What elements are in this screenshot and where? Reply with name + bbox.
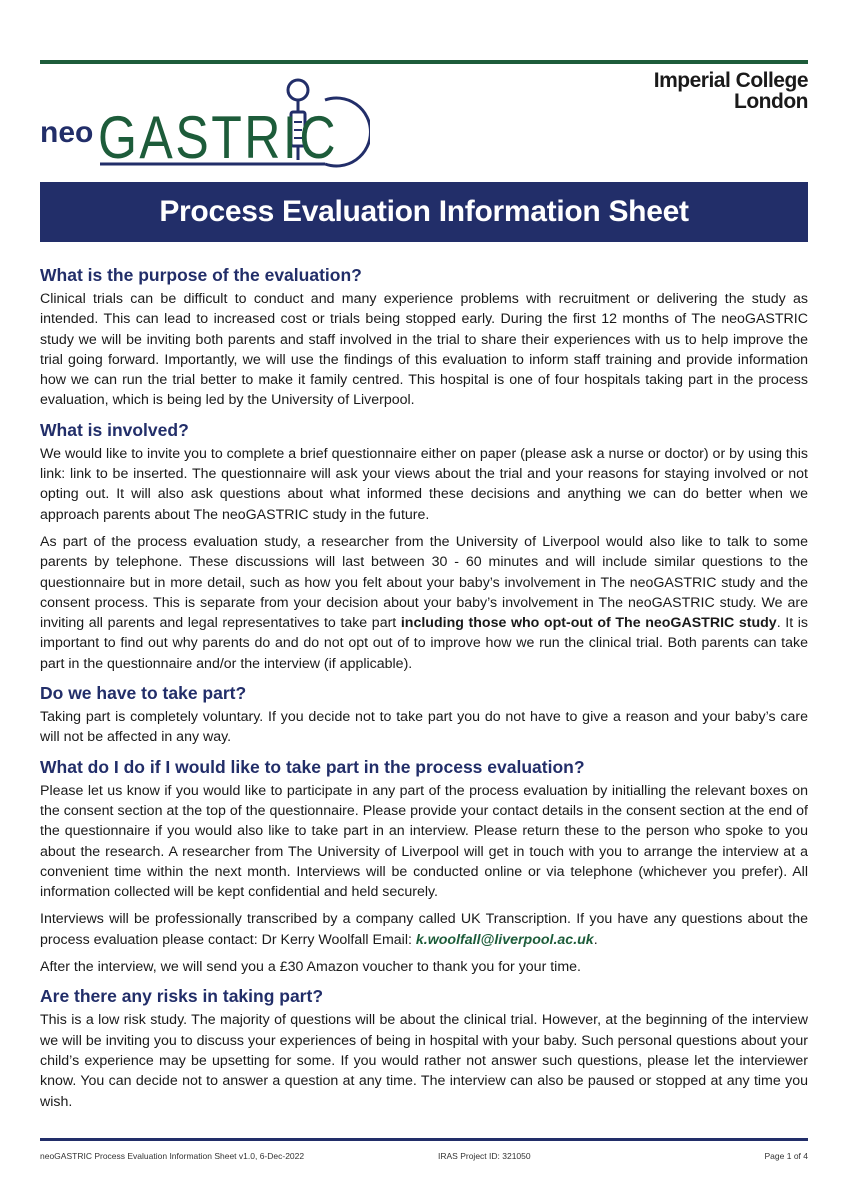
paragraph bbox=[40, 909, 808, 950]
section-purpose bbox=[40, 264, 808, 411]
neogastric-logo bbox=[40, 72, 370, 172]
institution-line-2: London bbox=[734, 90, 808, 113]
section-heading: What is involved? bbox=[40, 419, 189, 440]
paragraph: This is a low risk study. The majority of questions will be about the clinical trial. However, at the beginning of the interview we will be inviting you to discuss your experiences of being in hospital with your baby. Such personal questions about your child’s experience may be upsetting for some. If you would rather not answer such questions, please let the interviewer know. You can decide not to answer a question at any time. The interview can also be paused or stopped at any time you wish. bbox=[40, 1012, 808, 1110]
section-heading: What is the purpose of the evaluation? bbox=[40, 265, 362, 285]
bottom-rule bbox=[40, 1138, 808, 1141]
section-take-part bbox=[40, 682, 808, 748]
top-rule bbox=[40, 60, 808, 64]
footer-project-id: IRAS Project ID: 321050 bbox=[438, 1151, 531, 1161]
paragraph: We would like to invite you to complete a brief questionnaire either on paper (please ask a nurse or doctor) or by using this link: link to be inserted. The questionnaire will ask your views about the trial and your reasons for staying involved or not opting out. It will also ask questions about what informed these decisions and anything we can do better when we approach parents about The neoGASTRIC study in the future. bbox=[40, 445, 808, 523]
paragraph: After the interview, we will send you a £30 Amazon voucher to thank you for your time. bbox=[40, 959, 581, 976]
institution-line-1: Imperial College bbox=[653, 69, 808, 92]
logo-word: GASTRIC bbox=[98, 104, 338, 171]
section-risks bbox=[40, 985, 808, 1111]
page-footer bbox=[40, 1151, 808, 1165]
paragraph: Clinical trials can be difficult to conduct and many experience problems with recruitment or delivering the study as intended. This can lead to increased cost or trials being stopped early. During the first 12 months of The neoGASTRIC study we will be inviting both parents and staff involved in the trial to share their experiences with us to help improve the trial going forward. Importantly, we will use the findings of this evaluation to inform staff training and provide information how we can run the trial better to make it family centred. This hospital is one of four hospitals taking part in the process evaluation, which is being led by the University of Liverpool. bbox=[40, 291, 808, 409]
text-run: . bbox=[593, 931, 598, 948]
paragraph: Taking part is completely voluntary. If you decide not to take part you do not have to give a reason and your baby’s care will not be affected in any way. bbox=[40, 709, 808, 746]
institution-name bbox=[620, 70, 808, 112]
section-involved bbox=[40, 419, 808, 674]
document-body bbox=[40, 264, 808, 1120]
page-title: Process Evaluation Information Sheet bbox=[40, 182, 808, 242]
footer-document-version: neoGASTRIC Process Evaluation Information Sheet v1.0, 6-Dec-2022 bbox=[40, 1151, 305, 1161]
emphasis-text: including those who opt-out of The neoGASTRIC study bbox=[400, 615, 777, 632]
text-run: Interviews will be professionally transcribed by a company called UK Transcription. If you have any questions about the process evaluation please contact: Dr Kerry Woolfall Email: bbox=[40, 911, 808, 948]
text-run: . It is important to find out why parents do and do not opt out of to improve how we run the clinical trial. Both parents can take part in the questionnaire and/or the interview (if applicable). bbox=[40, 615, 808, 672]
paragraph: Please let us know if you would like to participate in any part of the process evaluation by initialling the relevant boxes on the consent section at the top of the questionnaire. Please provide your contact details in the consent section at the end of the questionnaire if you would also like to take part in an interview. Please return these to the person who spoke to you about the research. A researcher from The University of Liverpool will get in touch with you to arrange the interview at a convenient time within the next month. Interviews will be conducted online or via telephone (whichever you prefer). All information collected will be kept confidential and held securely. bbox=[40, 782, 808, 901]
contact-email-link[interactable]: k.woolfall@liverpool.ac.uk bbox=[415, 931, 594, 948]
section-how-to-participate bbox=[40, 756, 808, 978]
text-run: As part of the process evaluation study, a researcher from the University of Liverpool would also like to talk to some parents by telephone. These discussions will last between 30 - 60 minutes and will include similar questions to the questionnaire but in more detail, such as how you felt about your baby’s involvement in The neoGASTRIC study and the consent process. This is separate from your decision about your baby’s involvement in The neoGASTRIC study. We are inviting all parents and legal representatives to take part bbox=[40, 533, 808, 632]
section-heading: Are there any risks in taking part? bbox=[40, 986, 324, 1007]
logo-prefix: neo bbox=[40, 116, 94, 149]
section-heading: What do I do if I would like to take part in the process evaluation? bbox=[40, 756, 585, 777]
footer-page-number: Page 1 of 4 bbox=[764, 1151, 808, 1161]
paragraph bbox=[40, 532, 808, 674]
section-heading: Do we have to take part? bbox=[40, 683, 247, 704]
